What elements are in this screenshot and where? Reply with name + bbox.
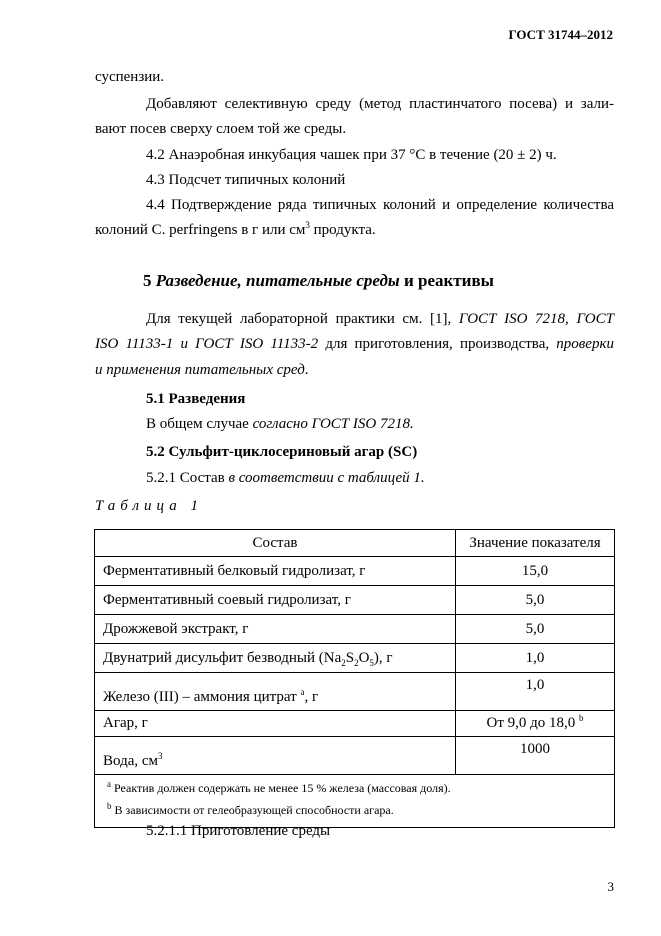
section-5-2-title: 5.2 Сульфит-циклосериновый агар (SC) — [146, 444, 418, 460]
section-5-heading: 5 Разведение, питательные среды и реактивы — [143, 271, 494, 290]
table-header-composition: Состав — [95, 530, 456, 557]
paragraph-add-medium-cont: вают посев сверху слоем той же среды. — [95, 121, 347, 137]
paragraph-4-4-cont: колоний C. perfringens в г или $см^3$ продукта. — [95, 220, 376, 238]
table-row: Агар, г От 9,0 до 18,0 $^b$ — [95, 711, 615, 737]
section-5-intro-line2: ISO 11133-1 и ГОСТ ISO 11133-2 для приготовления, производства, проверки — [95, 336, 614, 352]
section-5-intro-line1: Для текущей лабораторной практики см. [1], ГОСТ ISO 7218, ГОСТ — [146, 311, 614, 327]
section-5-2-1-text: 5.2.1 Состав в соответствии с таблицей 1. — [146, 470, 425, 486]
table-row: Ферментативный соевый гидролизат, г 5,0 — [95, 586, 615, 615]
paragraph-4-2: 4.2 Анаэробная инкубация чашек при 37 °С в течение (20 ± 2) ч. — [146, 147, 557, 163]
footnote-a: $^а$ Реактив должен содержать не менее 15 % железа (массовая доля). — [107, 779, 451, 795]
footnote-b: $^b$ В зависимости от гелеобразующей способности агара. — [107, 801, 394, 817]
page-header: ГОСТ 31744–2012 — [508, 27, 613, 42]
table-row: Дрожжевой экстракт, г 5,0 — [95, 615, 615, 644]
section-5-2-1-1-title: 5.2.1.1 Приготовление среды — [146, 823, 331, 839]
paragraph-4-3: 4.3 Подсчет типичных колоний — [146, 172, 346, 188]
table-caption: Таблица 1 — [95, 498, 203, 514]
table-footnotes — [95, 775, 615, 828]
table-header-value: Значение показателя — [456, 530, 615, 557]
section-5-1-text: В общем случае согласно ГОСТ ISO 7218. — [146, 416, 414, 432]
table-row: Железо (III) – аммония цитрат $^а$, г 1,0 — [95, 673, 615, 711]
table-header-row — [95, 530, 615, 557]
table-row: Вода, $см^3$ 1000 — [95, 737, 615, 775]
table-row: Двунатрий дисульфит безводный $(Na_2S_2O_5)$, г 1,0 — [95, 644, 615, 673]
composition-table — [94, 529, 615, 828]
paragraph-add-medium: Добавляют селективную среду (метод пластинчатого посева) и зали- — [146, 96, 614, 112]
page-number: 3 — [607, 879, 614, 894]
paragraph-suspension: суспензии. — [95, 69, 165, 85]
section-5-1-title: 5.1 Разведения — [146, 391, 246, 407]
table-row: Ферментативный белковый гидролизат, г 15,0 — [95, 557, 615, 586]
paragraph-4-4: 4.4 Подтверждение ряда типичных колоний и определение количества — [146, 197, 614, 213]
section-5-intro-line3: и применения питательных сред. — [95, 362, 309, 378]
